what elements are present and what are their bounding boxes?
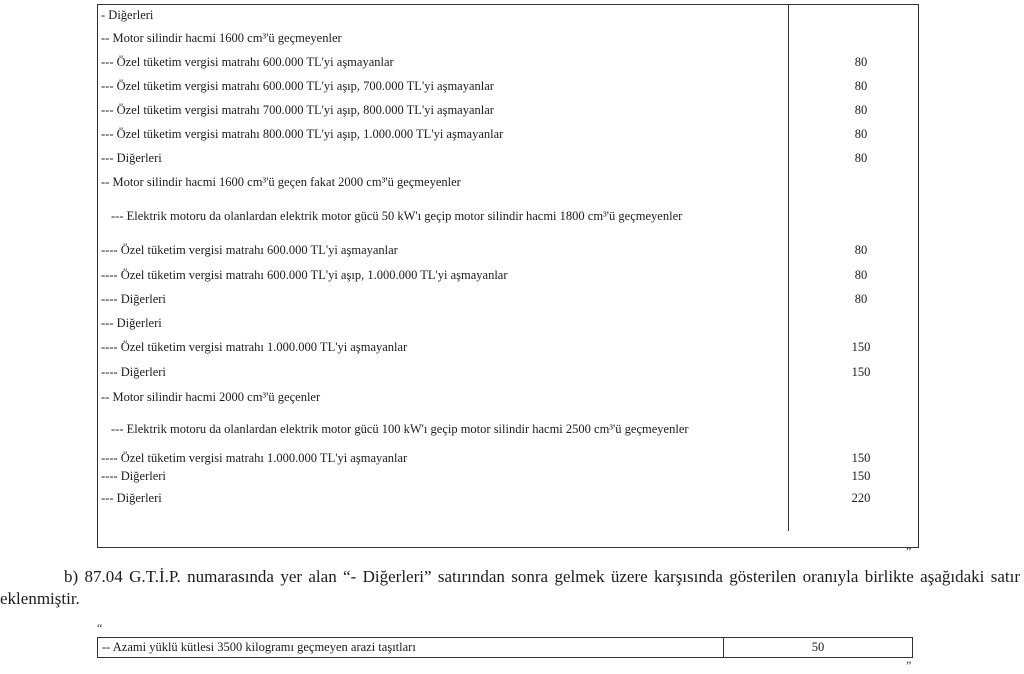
tariff-row-rate: [789, 311, 920, 335]
tariff-row-description: --- Diğerleri: [97, 485, 789, 511]
tariff-row-description: --- Özel tüketim vergisi matrahı 700.000 TL'yi aşıp, 800.000 TL'yi aşmayanlar: [97, 98, 789, 122]
tariff-row-description: --- Diğerleri: [97, 311, 789, 335]
tariff-row: [97, 98, 919, 122]
tariff-row: [97, 287, 919, 311]
tariff-row-description: ---- Diğerleri: [97, 467, 789, 485]
tariff-row: [97, 74, 919, 98]
tariff-row-description: --- Özel tüketim vergisi matrahı 600.000 TL'yi aşıp, 700.000 TL'yi aşmayanlar: [97, 74, 789, 98]
tariff-row-rate: 80: [854, 150, 868, 165]
tariff-row-description: ---- Diğerleri: [97, 287, 789, 311]
amendment-paragraph: [0, 566, 1020, 610]
tariff-row-rate: 80: [854, 126, 868, 141]
tariff-row-description: --- Özel tüketim vergisi matrahı 800.000 TL'yi aşıp, 1.000.000 TL'yi aşmayanlar: [97, 122, 789, 146]
tariff-row: [97, 4, 919, 26]
tariff-row-rate: 220: [851, 490, 871, 505]
tariff-row-rate: 80: [854, 54, 868, 69]
tariff-row-description: ---- Diğerleri: [97, 359, 789, 385]
tariff-row: [97, 485, 919, 511]
tariff-row-rate: [789, 385, 920, 409]
tariff-row-rate: [789, 4, 920, 26]
added-row: [98, 638, 913, 658]
table-close-quote: ”: [906, 544, 912, 558]
tariff-row: [97, 449, 919, 467]
tariff-row: [97, 263, 919, 287]
tariff-row-rate: 150: [851, 339, 871, 354]
tariff-row-rate: [789, 194, 920, 238]
tariff-row-description: - Diğerleri: [97, 4, 789, 26]
tariff-row-description: -- Motor silindir hacmi 1600 cm³'ü geçmeyenler: [97, 26, 789, 50]
tariff-row-rate: [789, 170, 920, 194]
tariff-row-description: -- Motor silindir hacmi 2000 cm³'ü geçenler: [97, 385, 789, 409]
tariff-row-description: --- Özel tüketim vergisi matrahı 600.000 TL'yi aşmayanlar: [97, 50, 789, 74]
tariff-row-description: ---- Özel tüketim vergisi matrahı 1.000.000 TL'yi aşmayanlar: [97, 335, 789, 359]
added-open-quote: “: [97, 621, 103, 635]
tariff-row-description: ---- Özel tüketim vergisi matrahı 1.000.000 TL'yi aşmayanlar: [97, 449, 789, 467]
tariff-row: [97, 311, 919, 335]
tariff-row: [97, 467, 919, 485]
tariff-row-description: --- Elektrik motoru da olanlardan elektrik motor gücü 100 kW'ı geçip motor silindir hacmi 2500 cm³'ü geçmeyenler: [97, 409, 789, 449]
tariff-row-rate: 150: [851, 364, 871, 379]
paragraph-text: b) 87.04 G.T.İ.P. numarasında yer alan “- Diğerleri” satırından sonra gelmek üzere karşısında gösterilen oranıyla birlikte aşağıdaki satır eklenmiştir.: [0, 567, 1020, 608]
tariff-row-rate: 80: [854, 267, 868, 282]
added-close-quote: ”: [906, 658, 912, 672]
tariff-row-rate: 80: [854, 78, 868, 93]
tariff-row-rate: 80: [854, 243, 868, 257]
tariff-table-body: [97, 4, 919, 531]
tariff-row: [97, 146, 919, 170]
added-row-rate: 50: [724, 638, 913, 658]
tariff-row-description: --- Elektrik motoru da olanlardan elektrik motor gücü 50 kW'ı geçip motor silindir hacmi 1800 cm³'ü geçmeyenler: [97, 194, 789, 238]
tariff-row-description: -- Motor silindir hacmi 1600 cm³'ü geçen fakat 2000 cm³'ü geçmeyenler: [97, 170, 789, 194]
tariff-row-description: --- Diğerleri: [97, 146, 789, 170]
added-row-text: -- Azami yüklü kütlesi 3500 kilogramı geçmeyen arazi taşıtları: [98, 638, 724, 658]
tariff-row: [97, 194, 919, 238]
tariff-row-rate: 80: [854, 102, 868, 117]
tariff-row-description: ---- Özel tüketim vergisi matrahı 600.000 TL'yi aşmayanlar: [97, 238, 789, 263]
tariff-row-rate: 150: [851, 468, 871, 483]
tariff-row: [97, 238, 919, 263]
tariff-row: [97, 335, 919, 359]
tariff-row: [97, 122, 919, 146]
tariff-row-rate: 150: [851, 450, 871, 465]
tariff-row-rate: [789, 511, 920, 531]
tariff-row-description: [97, 511, 789, 531]
tariff-row-rate: 80: [854, 291, 868, 306]
tariff-row-description: ---- Özel tüketim vergisi matrahı 600.000 TL'yi aşıp, 1.000.000 TL'yi aşmayanlar: [97, 263, 789, 287]
tariff-row: [97, 359, 919, 385]
tariff-row-rate: [789, 26, 920, 50]
tariff-row: [97, 26, 919, 50]
tariff-row-rate: [789, 409, 920, 449]
added-row-table: [97, 637, 913, 658]
tariff-row: [97, 409, 919, 449]
tariff-row: [97, 170, 919, 194]
tariff-row: [97, 385, 919, 409]
tariff-row: [97, 511, 919, 531]
tariff-row: [97, 50, 919, 74]
tariff-table: [97, 4, 919, 531]
